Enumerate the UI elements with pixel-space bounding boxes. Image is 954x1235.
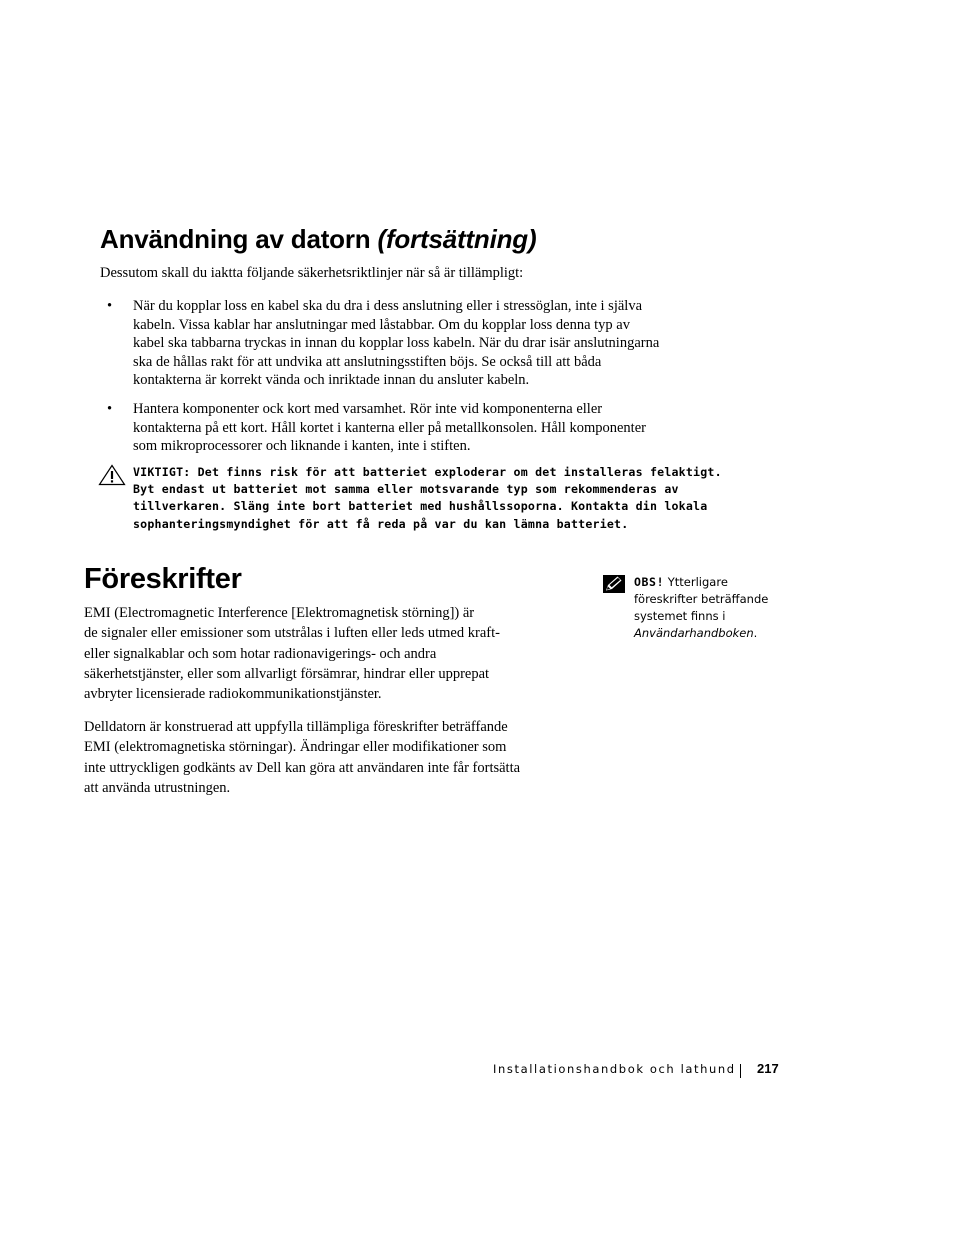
warning-line: sophanteringsmyndighet för att få reda på var du kan lämna batteriet. <box>133 516 629 531</box>
warning-callout <box>98 464 722 533</box>
warning-triangle-icon <box>98 464 126 486</box>
section-title: Föreskrifter <box>84 563 242 595</box>
paragraph-line: eller signalkablar och som hotar radionavigerings- och andra <box>84 645 437 662</box>
warning-text <box>133 464 722 533</box>
warning-line: VIKTIGT: Det finns risk för att batteriet exploderar om det installeras felaktigt. <box>133 465 722 479</box>
bullet-line: När du kopplar loss en kabel ska du dra i dess anslutning eller i stressöglan, inte i själva <box>133 298 643 314</box>
paragraph-dell <box>84 717 584 798</box>
heading-continuation: (fortsättning) <box>377 224 537 254</box>
intro-text: Dessutom skall du iaktta följande säkerhetsriktlinjer när så är tillämpligt: <box>100 265 524 281</box>
page-heading <box>100 222 536 256</box>
bullet-line: kabeln. Vissa kablar har anslutningar med låstabbar. Om du kopplar loss denna typ av <box>133 316 630 333</box>
note-line: föreskrifter beträffande <box>634 592 769 606</box>
heading-main: Användning av datorn <box>100 224 371 254</box>
paragraph-line: Delldatorn är konstruerad att uppfylla tillämpliga föreskrifter beträffande <box>84 719 508 735</box>
bullet-line: kontakterna är korrekt vända och inriktade innan du ansluter kabeln. <box>133 372 530 389</box>
note-line: systemet finns i <box>634 609 726 623</box>
paragraph-line: EMI (Electromagnetic Interference [Elektromagnetisk störning]) är <box>84 605 475 621</box>
bullet-line: kontakterna på ett kort. Håll kortet i kanterna eller på metallkonsolen. Håll komponenter <box>133 419 646 436</box>
note-text <box>634 574 792 642</box>
paragraph-line: säkerhetstjänster, eller som allvarligt försämrar, hindrar eller upprepat <box>84 665 490 682</box>
pencil-note-icon <box>602 574 626 594</box>
paragraph-line: de signaler eller emissioner som utstrålas i luften eller leds utmed kraft- <box>84 625 500 642</box>
note-label: OBS! <box>634 575 665 589</box>
warning-line: Byt endast ut batteriet mot samma eller motsvarande typ som rekommenderas av <box>133 482 679 497</box>
warning-line: tillverkaren. Släng inte bort batteriet med hushållssoporna. Kontakta din lokala <box>133 499 708 514</box>
page-number: 217 <box>757 1061 779 1076</box>
bullet-line: ska de hållas rakt för att undvika att anslutningsstiften böjs. Se också till att båda <box>133 353 602 370</box>
bullet-item <box>100 400 720 456</box>
paragraph-line: att använda utrustningen. <box>84 779 231 796</box>
footer-title: Installationshandbok och lathund <box>493 1062 736 1076</box>
bullet-line: som mikroprocessorer och liknande i kanten, inte i stiften. <box>133 438 471 455</box>
paragraph-emi <box>84 603 584 704</box>
bullet-item <box>100 297 720 390</box>
bullet-text <box>133 297 720 390</box>
bullet-symbol: • <box>107 298 113 314</box>
paragraph-line: inte uttryckligen godkänts av Dell kan göra att användaren inte får fortsätta <box>84 759 521 776</box>
bullet-symbol: • <box>107 401 113 417</box>
footer-separator <box>740 1064 741 1078</box>
paragraph-line: EMI (elektromagnetiska störningar). Ändringar eller modifikationer som <box>84 739 507 756</box>
bullet-line: Hantera komponenter ock kort med varsamhet. Rör inte vid komponenterna eller <box>133 401 603 417</box>
bullet-line: kabel ska tabbarna tryckas in innan du kopplar loss kabeln. När du drar isär anslutningarna <box>133 335 660 352</box>
paragraph-line: avbryter licensierade radiokommunikationstjänster. <box>84 686 382 703</box>
note-line <box>634 574 792 591</box>
note-callout <box>602 574 792 642</box>
note-reference: Användarhandboken <box>634 626 754 640</box>
note-line <box>634 625 792 642</box>
note-line-text: Ytterligare <box>667 575 728 589</box>
bullet-text <box>133 400 720 456</box>
note-period: . <box>753 626 758 640</box>
